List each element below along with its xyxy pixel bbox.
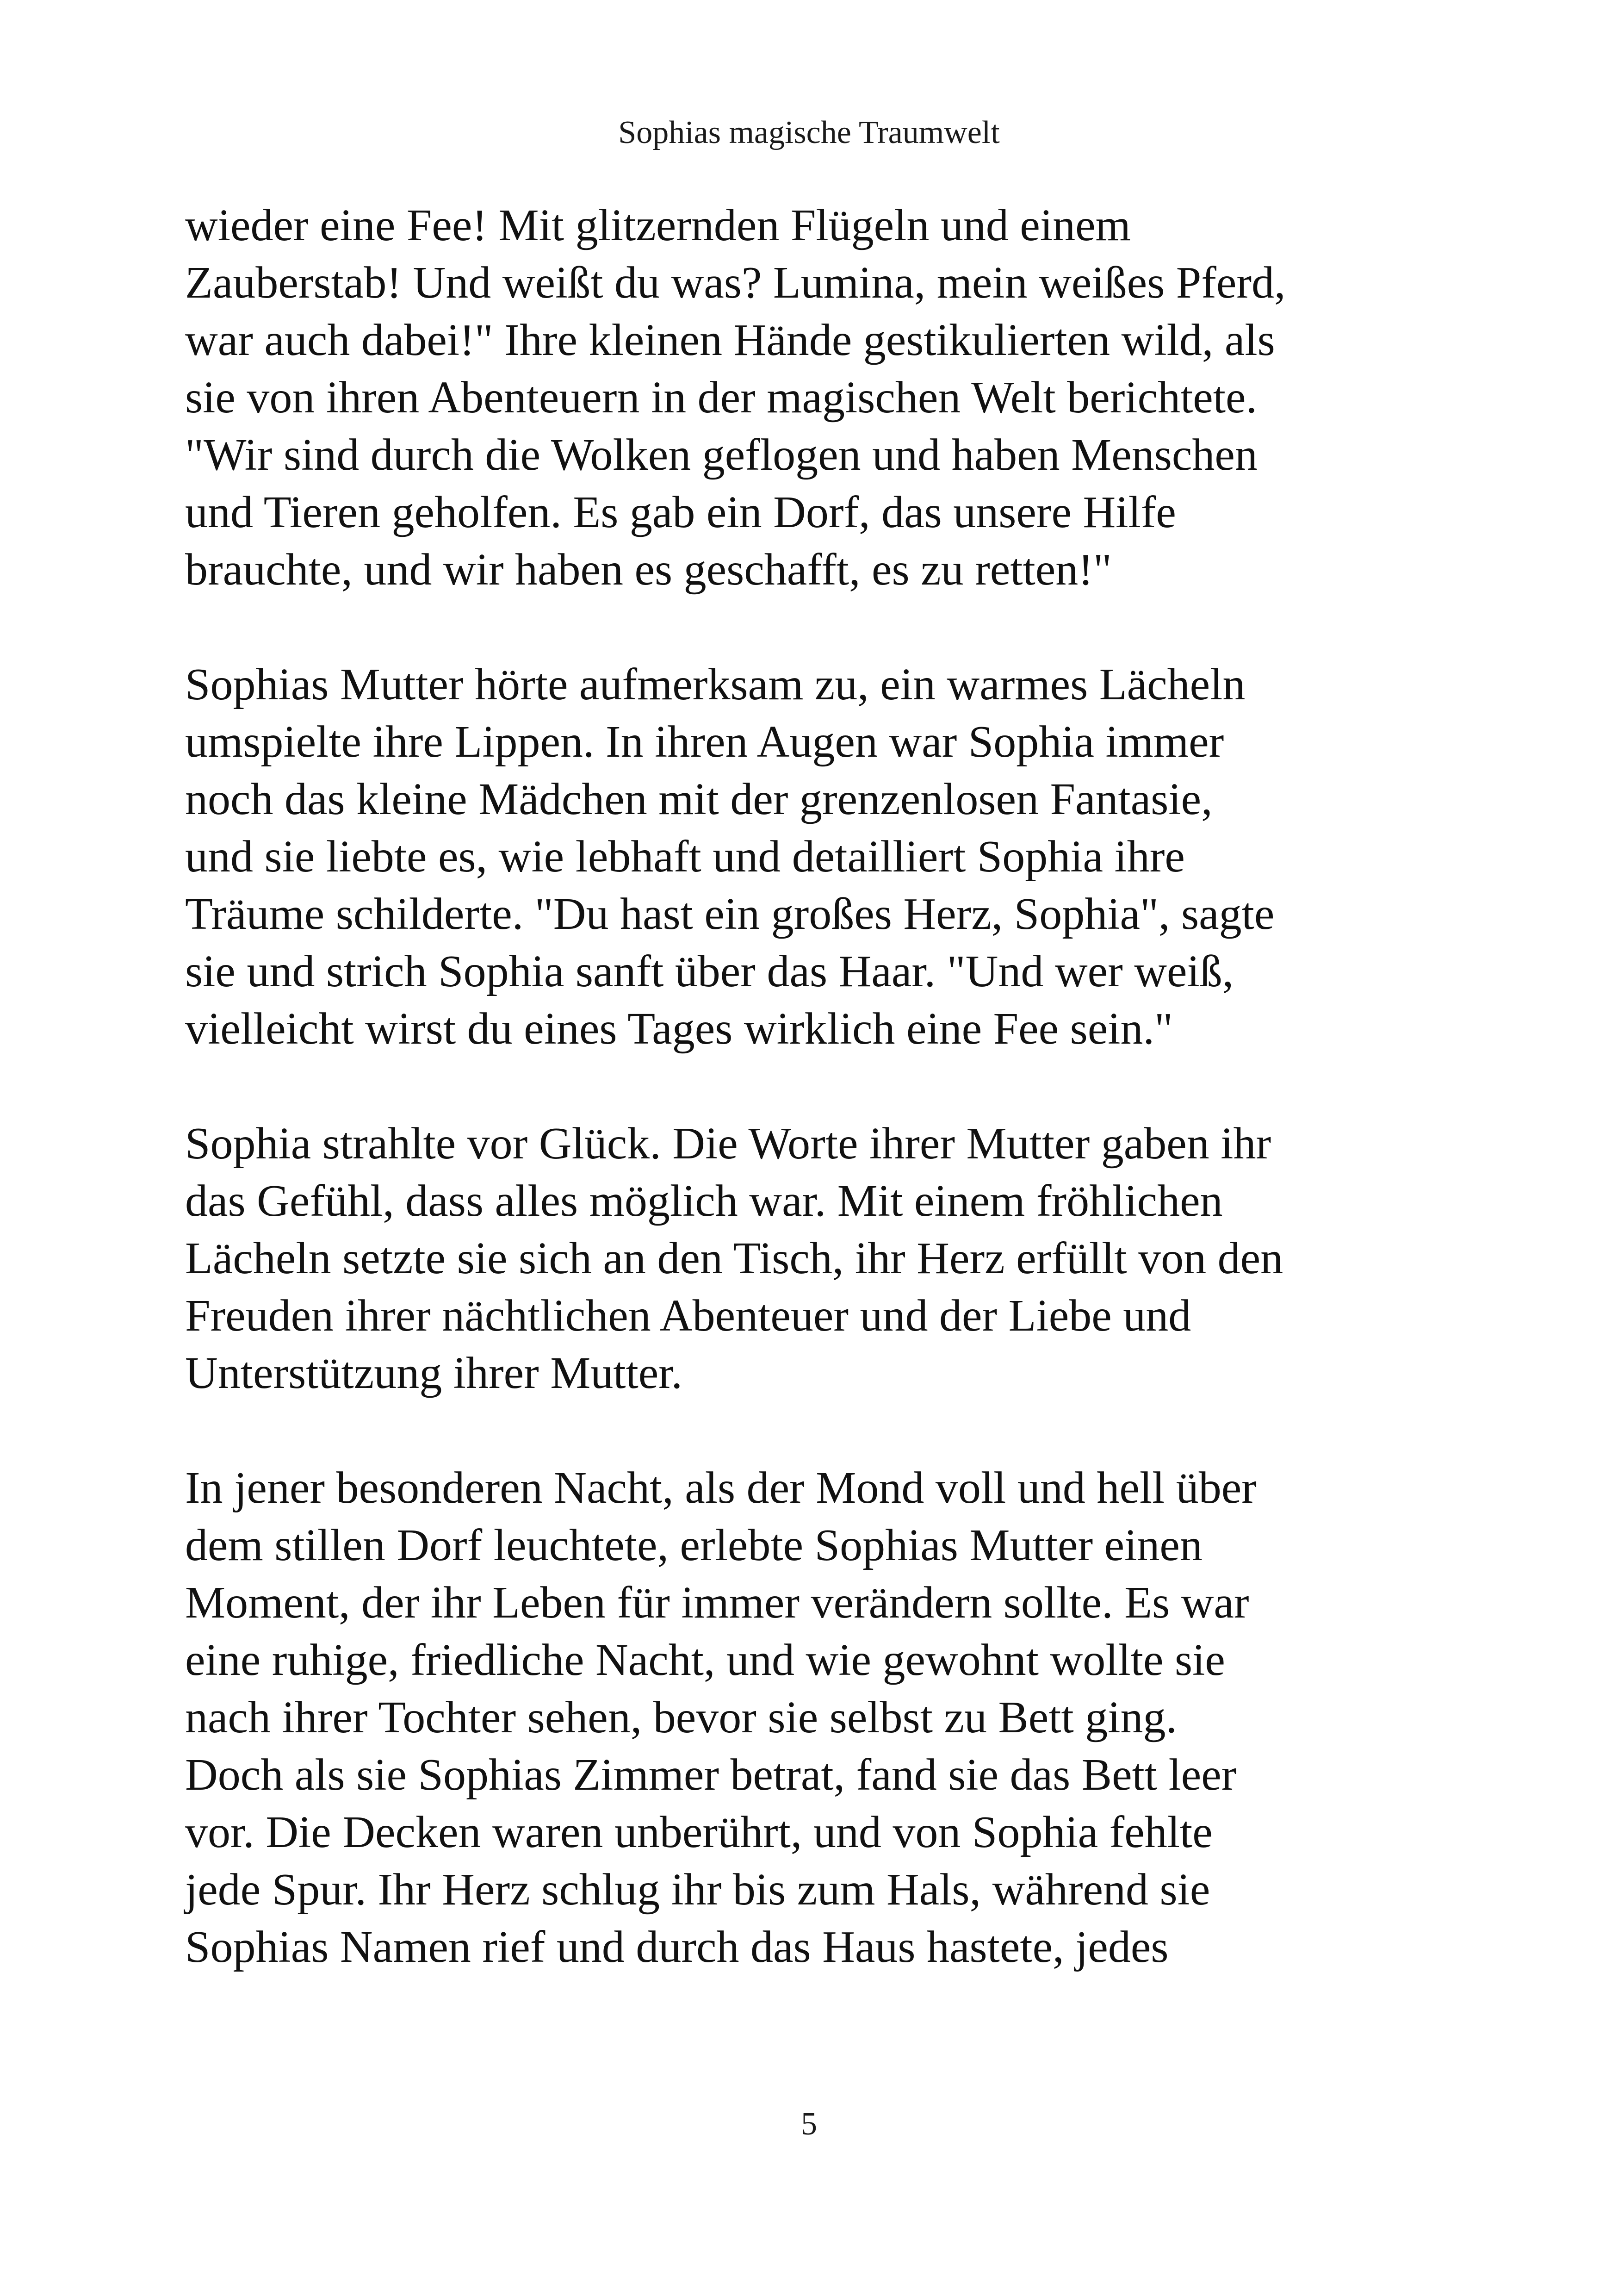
text-line: Sophias Namen rief und durch das Haus hastete, jedes bbox=[185, 1922, 1169, 1972]
text-line: umspielte ihre Lippen. In ihren Augen war Sophia immer bbox=[185, 717, 1224, 767]
paragraph-4 bbox=[185, 1459, 1451, 1976]
text-line: war auch dabei!" Ihre kleinen Hände gestikulierten wild, als bbox=[185, 315, 1275, 365]
text-line: wieder eine Fee! Mit glitzernden Flügeln und einem bbox=[185, 200, 1131, 250]
text-line: sie und strich Sophia sanft über das Haar. "Und wer weiß, bbox=[185, 946, 1234, 996]
text-line: Moment, der ihr Leben für immer verändern sollte. Es war bbox=[185, 1578, 1249, 1628]
text-line: eine ruhige, friedliche Nacht, und wie gewohnt wollte sie bbox=[185, 1635, 1225, 1685]
page-number: 5 bbox=[801, 2106, 817, 2142]
text-line: vielleicht wirst du eines Tages wirklich eine Fee sein." bbox=[185, 1004, 1173, 1054]
text-line: brauchte, und wir haben es geschafft, es zu retten!" bbox=[185, 545, 1112, 595]
text-line: Sophia strahlte vor Glück. Die Worte ihrer Mutter gaben ihr bbox=[185, 1119, 1271, 1169]
text-line: "Wir sind durch die Wolken geflogen und haben Menschen bbox=[185, 430, 1258, 480]
text-line: Zauberstab! Und weißt du was? Lumina, mein weißes Pferd, bbox=[185, 258, 1286, 308]
text-line: nach ihrer Tochter sehen, bevor sie selbst zu Bett ging. bbox=[185, 1692, 1177, 1742]
running-header: Sophias magische Traumwelt bbox=[618, 115, 1000, 150]
text-line: dem stillen Dorf leuchtete, erlebte Sophias Mutter einen bbox=[185, 1520, 1203, 1570]
paragraph-2 bbox=[185, 656, 1451, 1058]
text-line: Freuden ihrer nächtlichen Abenteuer und der Liebe und bbox=[185, 1291, 1191, 1341]
text-line: und sie liebte es, wie lebhaft und detailliert Sophia ihre bbox=[185, 832, 1185, 882]
text-line: und Tieren geholfen. Es gab ein Dorf, das unsere Hilfe bbox=[185, 487, 1176, 537]
text-line: sie von ihren Abenteuern in der magischen Welt berichtete. bbox=[185, 373, 1258, 423]
text-line: Sophias Mutter hörte aufmerksam zu, ein warmes Lächeln bbox=[185, 660, 1246, 709]
text-line: vor. Die Decken waren unberührt, und von Sophia fehlte bbox=[185, 1807, 1213, 1857]
text-line: In jener besonderen Nacht, als der Mond voll und hell über bbox=[185, 1463, 1257, 1513]
paragraph-3 bbox=[185, 1115, 1451, 1402]
text-line: noch das kleine Mädchen mit der grenzenlosen Fantasie, bbox=[185, 774, 1213, 824]
text-line: das Gefühl, dass alles möglich war. Mit einem fröhlichen bbox=[185, 1176, 1223, 1226]
text-line: jede Spur. Ihr Herz schlug ihr bis zum Hals, während sie bbox=[185, 1865, 1210, 1915]
text-line: Träume schilderte. "Du hast ein großes Herz, Sophia", sagte bbox=[185, 889, 1275, 939]
paragraph-1 bbox=[185, 197, 1451, 598]
body-text bbox=[185, 197, 1451, 2033]
text-line: Doch als sie Sophias Zimmer betrat, fand sie das Bett leer bbox=[185, 1750, 1237, 1800]
text-line: Lächeln setzte sie sich an den Tisch, ihr Herz erfüllt von den bbox=[185, 1233, 1283, 1283]
text-line: Unterstützung ihrer Mutter. bbox=[185, 1348, 683, 1398]
